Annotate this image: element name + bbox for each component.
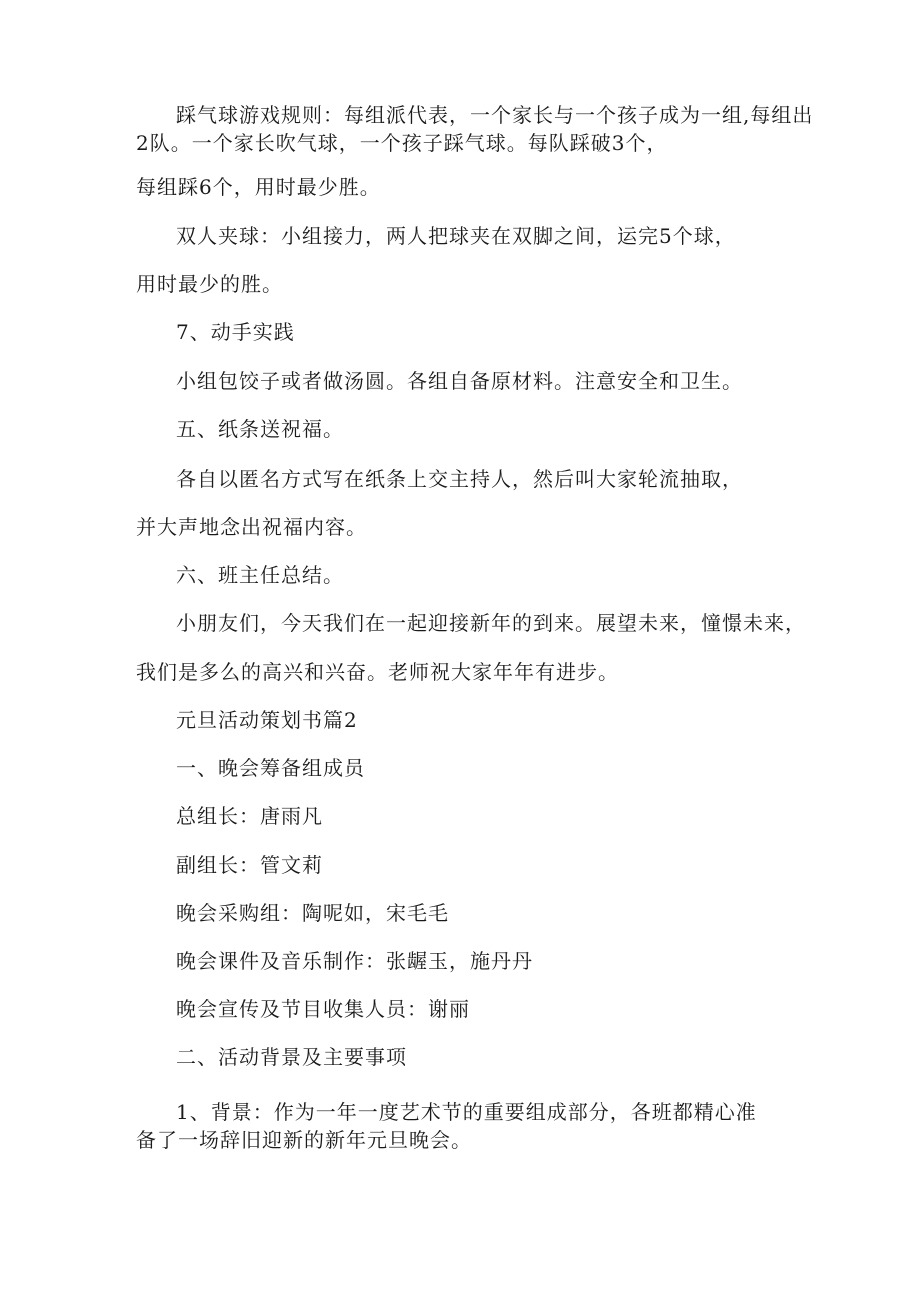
- paragraph-line: 晚会宣传及节目收集人员：谢丽: [176, 997, 470, 1021]
- section-heading: 六、班主任总结。: [176, 563, 344, 587]
- paragraph-line: 晚会采购组：陶呢如，宋毛毛: [176, 901, 449, 925]
- paragraph-line: 每组踩6个，用时最少胜。: [136, 175, 381, 199]
- paragraph-line: 小朋友们，今天我们在一起迎接新年的到来。展望未来，憧憬未来，: [176, 611, 806, 635]
- paragraph-line: 踩气球游戏规则：每组派代表，一个家长与一个孩子成为一组,每组出: [176, 103, 814, 127]
- section-heading: 一、晚会筹备组成员: [176, 756, 365, 780]
- paragraph-line: 副组长：管文莉: [176, 853, 323, 877]
- paragraph-line: 2队。一个家长吹气球，一个孩子踩气球。每队踩破3个，: [136, 131, 668, 155]
- paragraph-line: 并大声地念出祝福内容。: [136, 515, 367, 539]
- paragraph-line: 1、背景：作为一年一度艺术节的重要组成部分，各班都精心准: [176, 1100, 757, 1124]
- section-heading: 二、活动背景及主要事项: [176, 1045, 407, 1069]
- section-heading: 7、动手实践: [176, 320, 295, 344]
- paragraph-line: 总组长：唐雨凡: [176, 804, 323, 828]
- paragraph-line: 各自以匿名方式写在纸条上交主持人，然后叫大家轮流抽取，: [176, 467, 743, 491]
- section-heading: 五、纸条送祝福。: [176, 417, 344, 441]
- paragraph-line: 我们是多么的高兴和兴奋。老师祝大家年年有进步。: [136, 660, 619, 684]
- paragraph-line: 双人夹球：小组接力，两人把球夹在双脚之间，运完5个球，: [176, 224, 736, 248]
- paragraph-line: 晚会课件及音乐制作：张龌玉，施丹丹: [176, 949, 533, 973]
- paragraph-line: 小组包饺子或者做汤圆。各组自备原材料。注意安全和卫生。: [176, 369, 743, 393]
- paragraph-line: 用时最少的胜。: [136, 272, 283, 296]
- document-title: 元旦活动策划书篇2: [176, 708, 358, 732]
- paragraph-line: 备了一场辞旧迎新的新年元旦晚会。: [136, 1128, 472, 1152]
